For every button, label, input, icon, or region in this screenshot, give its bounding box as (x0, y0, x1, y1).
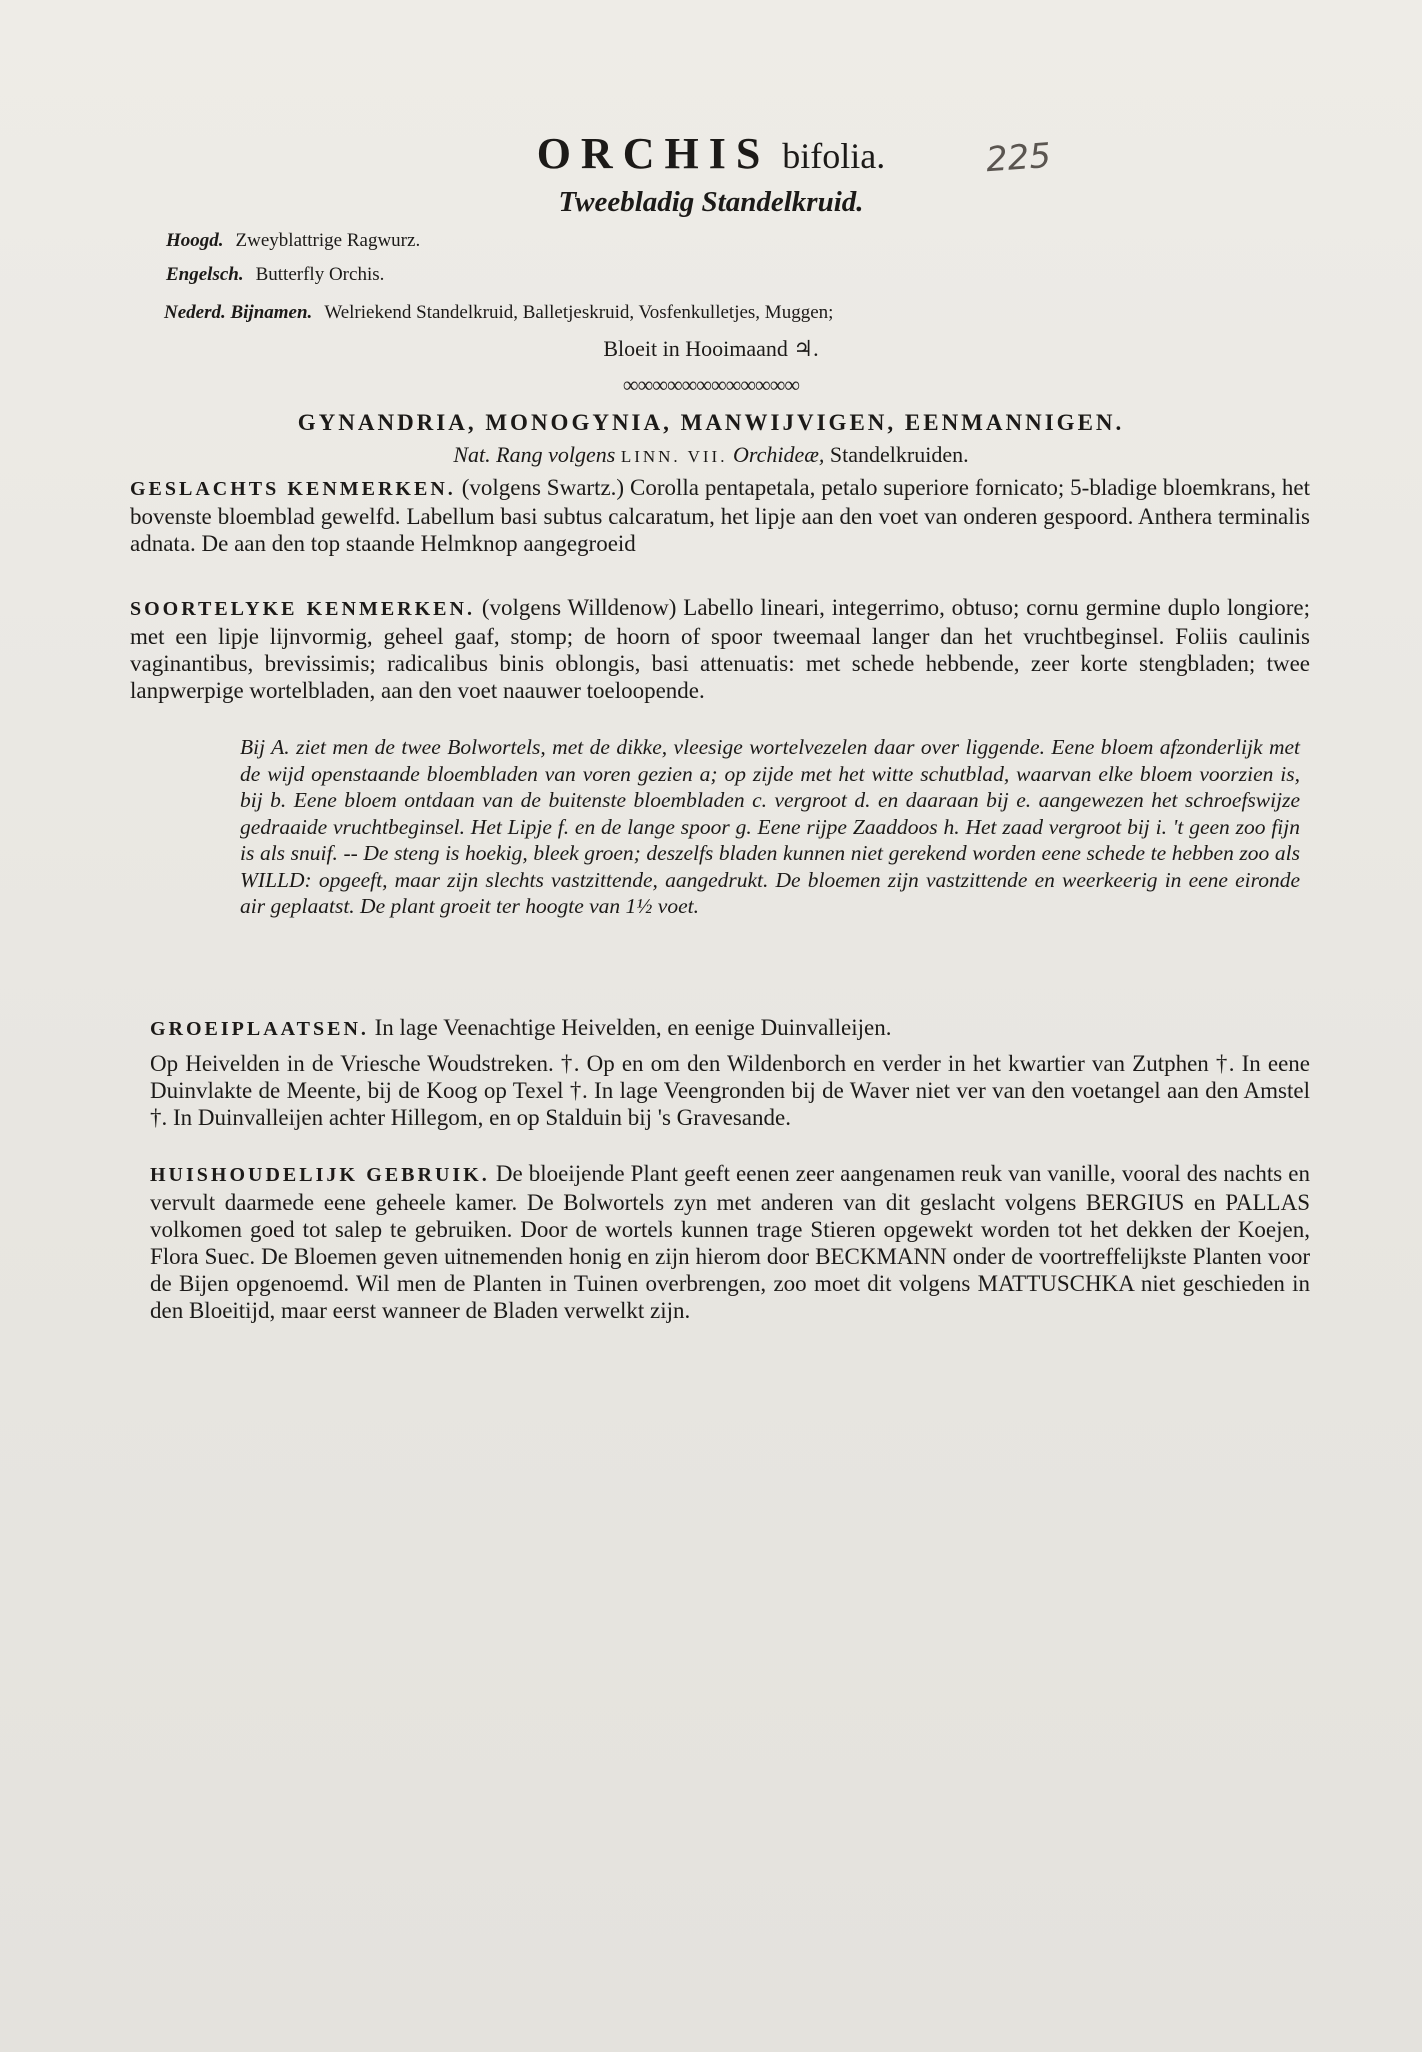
section-text: (volgens Swartz.) Corolla pentapetala, petalo superiore fornicato; 5-bladige bloemkrans, het bovenste bloemblad gewelfd. Labellum basi subtus calcaratum, het lipje aan den voet van onderen gespoord. Anthera terminalis adnata. De aan den top staande Helmknop aangegroeid (130, 475, 1310, 556)
section-text: In lage Veenachtige Heivelden, en eenige Duinvalleijen. (374, 1015, 892, 1040)
section-text: De bloeijende Plant geeft eenen zeer aangenamen reuk van vanille, vooral des nachts en vervult daarmede eene geheele kamer. De Bolwortels zyn met anderen van dit geslacht volgens BERGIUS en PALLAS volkomen goed tot salep te gebruiken. Door de wortels kunnen trage Stieren opgewekt worden tot het dekken der Koejen, Flora Suec. De Bloemen geven uitnemenden honig en zijn hierom door BECKMANN onder de voortreffelijkste Planten voor de Bijen opgenoemd. Wil men de Planten in Tuinen overbrengen, zoo moet dit volgens MATTUSCHKA niet geschieden in den Bloeitijd, maar eerst wanneer de Bladen verwelkt zijn. (150, 1161, 1310, 1323)
synonym-text: Welriekend Standelkruid, Balletjeskruid, Vosfenkulletjes, Muggen; (324, 302, 834, 323)
nat-rang-prefix: Nat. Rang volgens (453, 442, 616, 467)
genus-characters (130, 474, 1310, 557)
section-heading: HUISHOUDELIJK GEBRUIK. (150, 1164, 490, 1186)
section-heading: SOORTELYKE KENMERKEN. (130, 598, 475, 620)
bloom-time: Bloeit in Hooimaand ♃. (603, 336, 819, 361)
synonym-text: Zweyblattrige Ragwurz. (235, 230, 421, 251)
section-heading: GESLACHTS KENMERKEN. (130, 478, 456, 500)
nat-rang-rest: Standelkruiden. (829, 442, 969, 467)
nat-rang-linn: LINN. VII. (620, 447, 728, 466)
synonym-label: Engelsch. (166, 264, 244, 285)
nat-rang-order: Orchideæ, (732, 442, 825, 467)
synonym-dutch (164, 302, 833, 324)
genus-name: ORCHIS (536, 129, 771, 178)
natural-order (0, 442, 1422, 468)
species-name: bifolia. (782, 136, 886, 176)
synonym-label: Hoogd. (166, 230, 224, 251)
synonym-text: Butterfly Orchis. (255, 264, 385, 285)
dutch-name: Tweebladig Standelkruid. (558, 186, 864, 218)
ornamental-divider: ∞∞∞∞∞∞∞∞∞∞∞∞ (622, 372, 800, 397)
species-characters (130, 594, 1310, 704)
section-text: (volgens Willdenow) Labello lineari, integerrimo, obtuso; cornu germine duplo longiore; met een lipje lijnvormig, geheel gaaf, stomp; de hoorn of spoor tweemaal langer dan het vruchtbeginsel. Foliis caulinis vaginantibus, brevissimis; radicalibus binis oblongis, basi attenuatis: met schede hebbende, zeer korte stengbladen; twee lanpwerpige wortelbladen, aan den voet naauwer toeloopende. (130, 595, 1311, 703)
page-title (0, 128, 1422, 179)
linnaean-class: GYNANDRIA, MONOGYNIA, MANWIJVIGEN, EENMANNIGEN. (297, 410, 1125, 435)
locations: Op Heivelden in de Vriesche Woudstreken. †. Op en om den Wildenborch en verder in het kwartier van Zutphen †. In eene Duinvlakte de Meente, bij de Koog op Texel †. In lage Veengronden bij de Waver niet ver van den voetangel aan den Amstel †. In Duinvalleijen achter Hillegom, en op Stalduin bij 's Gravesande. (150, 1051, 1310, 1130)
plate-description: Bij A. ziet men de twee Bolwortels, met de dikke, vleesige wortelvezelen daar over liggende. Eene bloem afzonderlijk met de wijd openstaande bloembladen van voren gezien a; op zijde met het witte schutblad, waarvan elke bloem voorzien is, bij b. Eene bloem ontdaan van de buitenste bloembladen c. vergroot d. en daaraan bij e. aangewezen het schroefswijze gedraaide vruchtbeginsel. Het Lipje f. en de lange spoor g. Eene rijpe Zaaddoos h. Het zaad vergroot bij i. 't geen zoo fijn is als snuif. -- De steng is hoekig, bleek groen; deszelfs bladen kunnen niet gerekend worden eene schede te hebben zoo als WILLD: opgeeft, maar zijn slechts vastzittende, aangedrukt. De bloemen zijn vastzittende en weerkeerig in eene eironde air geplaatst. De plant groeit ter hoogte van 1½ voet. (240, 735, 1300, 918)
synonym-label: Nederd. Bijnamen. (164, 302, 313, 323)
page-number: 225 (984, 135, 1053, 181)
economic-use (150, 1160, 1310, 1324)
synonym-english (166, 264, 384, 286)
habitat (150, 1014, 1310, 1043)
synonym-german (166, 230, 420, 252)
section-heading: GROEIPLAATSEN. (150, 1018, 369, 1040)
